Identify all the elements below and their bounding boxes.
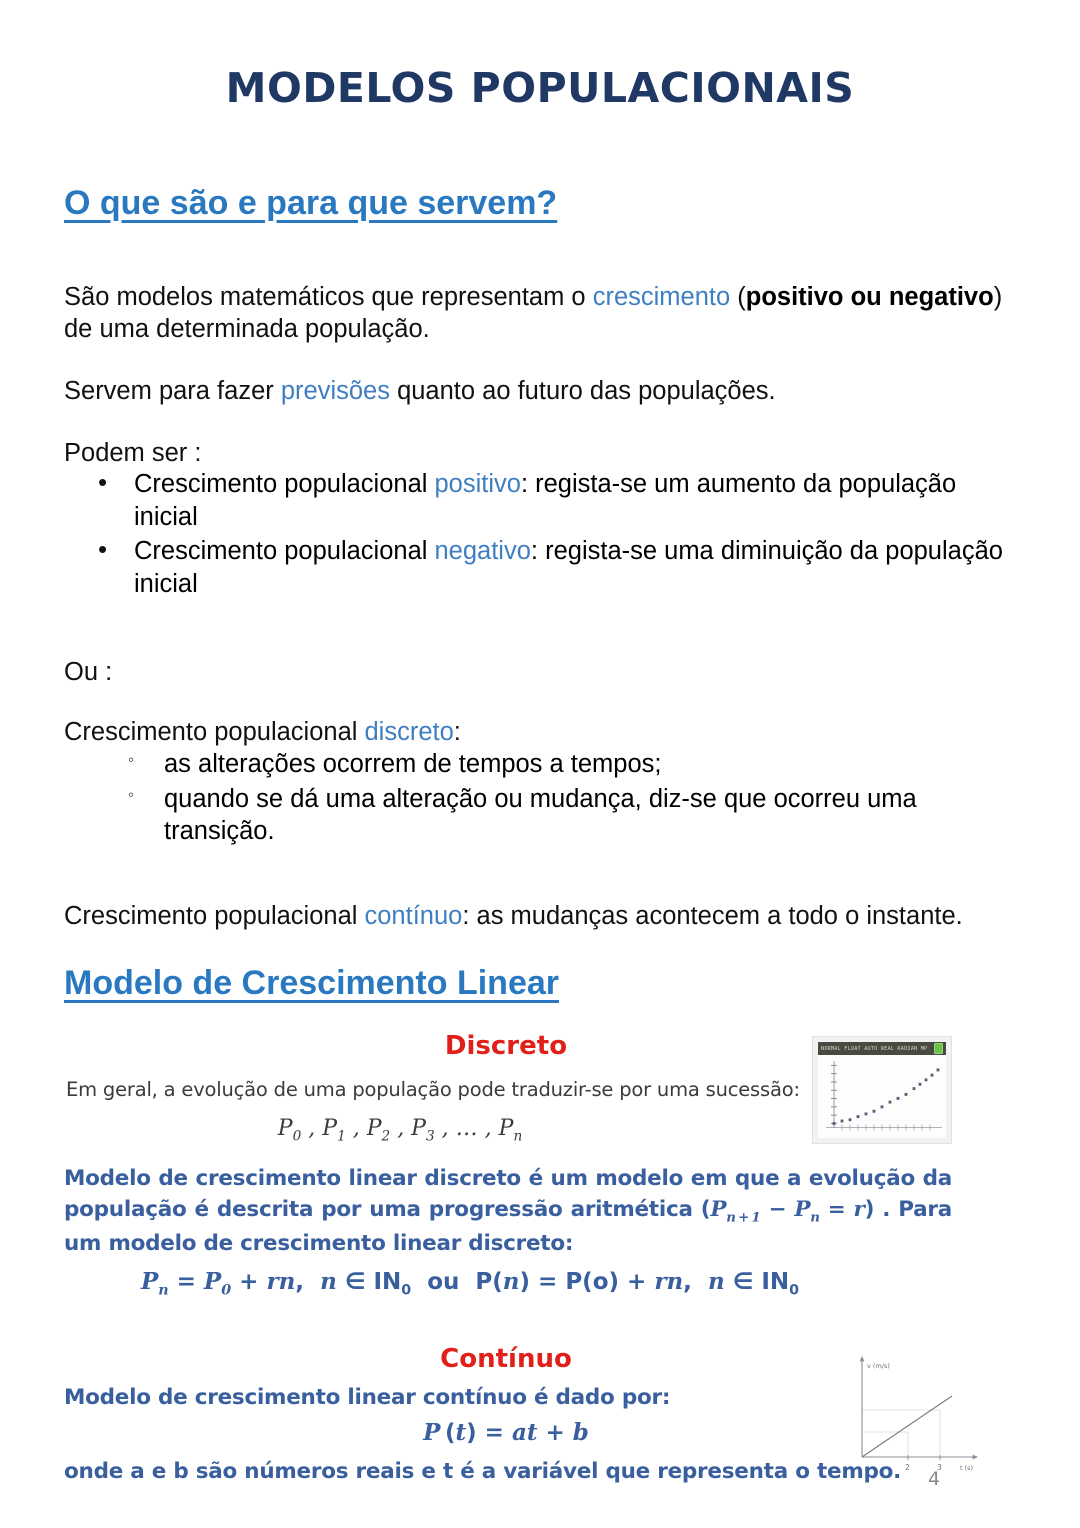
text-fragment: Crescimento populacional <box>134 537 435 566</box>
formula-text: n <box>320 1268 337 1295</box>
subheading-discreto: Discreto <box>444 1031 568 1061</box>
highlight-crescimento: crescimento <box>592 282 731 311</box>
x-axis-arrow <box>973 1455 978 1460</box>
paragraph-podem-ser: Podem ser : <box>64 438 202 467</box>
paragraph-crescimento-continuo <box>64 900 1004 933</box>
text-fragment: São modelos matemáticos que representam o <box>64 282 593 311</box>
paragraph-definicao <box>64 281 1004 346</box>
inline-formula: $P_{n + 1} - P_n = r$ <box>710 1197 865 1226</box>
calculator-screenshot <box>812 1036 952 1144</box>
text-fragment: : regista-se um aumento da população inicial <box>134 470 957 531</box>
formula-op: = <box>538 1269 558 1295</box>
formula-text: n <box>707 1268 725 1295</box>
highlight-discreto: discreto <box>364 717 454 746</box>
formula-sucessao <box>0 1116 800 1144</box>
text-fragment: : regista-se uma diminuição da população inicial <box>134 537 1003 598</box>
formula-modelo-discreto <box>0 1268 940 1299</box>
paragraph-ou: Ou : <box>64 657 113 686</box>
formula-text: (t) <box>440 1419 477 1446</box>
velocity-time-graph <box>848 1352 980 1474</box>
formula-text: P(o) <box>565 1269 620 1295</box>
formula-op: ou <box>427 1269 460 1295</box>
text-fragment: Crescimento populacional <box>64 901 365 930</box>
highlight-previsoes: previsões <box>280 376 390 405</box>
formula-text: at <box>511 1419 538 1446</box>
formula-text: P <box>423 1419 441 1446</box>
formula-text: $P_0$ , $P_1$ , $P_2$ , $P_3$ , … , $P_n$ <box>277 1116 523 1145</box>
theory-block-continuo <box>64 1382 964 1413</box>
formula-op: = <box>484 1420 504 1446</box>
list-item <box>90 535 1010 600</box>
x-tick-2: 2 <box>905 1463 910 1472</box>
line-graph-svg <box>848 1352 980 1474</box>
text-fragment: Crescimento populacional <box>64 717 365 746</box>
bold-positivo-negativo: positivo ou negativo <box>745 282 994 311</box>
formula-op: = <box>176 1269 196 1295</box>
scatter-plot-svg <box>818 1055 946 1138</box>
formula-op: , <box>295 1269 305 1295</box>
formula-op: ∈ $IN_0$ <box>344 1269 412 1299</box>
list-tipos-crescimento <box>90 468 1010 603</box>
formula-op: , <box>683 1269 692 1295</box>
formula-op: + <box>627 1269 647 1295</box>
theory-term: Modelo de crescimento linear contínuo <box>64 1385 527 1410</box>
formula-op: + <box>545 1420 565 1446</box>
formula-op: + <box>239 1269 259 1295</box>
paragraph-crescimento-discreto <box>64 716 1004 749</box>
text-fragment: ( <box>730 282 746 311</box>
calculator-status-bar <box>818 1042 946 1055</box>
battery-icon <box>934 1043 943 1054</box>
theory-block-discreto <box>64 1163 952 1259</box>
text-fragment: é dado por: <box>526 1385 671 1410</box>
highlight-continuo: contínuo <box>364 901 463 930</box>
list-item: ◦ as alterações ocorrem de tempos a tempos; <box>120 748 1010 781</box>
page-number: 4 <box>928 1468 941 1490</box>
subheading-continuo: Contínuo <box>440 1344 572 1374</box>
text-fragment: quanto ao futuro das populações. <box>389 376 776 405</box>
y-axis-arrow <box>860 1356 865 1361</box>
text-fragment: Crescimento populacional <box>134 470 435 498</box>
formula-text: rn <box>654 1268 684 1295</box>
formula-text: P(n) <box>475 1268 531 1295</box>
text-fragment: : as mudanças acontecem a todo o instante. <box>462 901 963 930</box>
list-item <box>90 468 1010 533</box>
section-heading-o-que-sao: O que são e para que servem? <box>64 184 558 222</box>
formula-op: ∈ $IN_0$ <box>732 1269 800 1299</box>
theory-term: Modelo de crescimento linear discreto <box>64 1166 521 1191</box>
calculator-scatter-plot <box>818 1055 946 1138</box>
x-tick-3: 3 <box>937 1463 942 1472</box>
formula-text: b <box>572 1419 589 1446</box>
y-axis-label: v (m/s) <box>867 1362 890 1370</box>
x-axis-label: t (s) <box>960 1464 974 1472</box>
theory-note-continuo: onde a e b são números reais e t é a variável que representa o tempo. <box>64 1459 902 1484</box>
page-title: MODELOS POPULACIONAIS <box>225 64 855 112</box>
highlight-positivo: positivo <box>434 470 521 498</box>
text-fragment: Servem para fazer <box>64 376 281 405</box>
paragraph-previsoes <box>64 375 1004 408</box>
text-fragment: : <box>453 717 461 746</box>
list-item: ◦ quando se dá uma alteração ou mudança, diz-se que ocorreu uma transição. <box>120 783 1010 848</box>
formula-text: rn <box>266 1268 296 1295</box>
section-heading-modelo-linear: Modelo de Crescimento Linear <box>64 964 559 1002</box>
data-line <box>862 1396 952 1457</box>
highlight-negativo: negativo <box>434 537 531 566</box>
text-fragment: ) . Para um modelo de crescimento linear discreto: <box>64 1197 953 1256</box>
status-bar-text: NORMAL FLOAT AUTO REAL RADIAN MP <box>821 1045 928 1052</box>
formula-text: $P_0$ <box>203 1268 232 1299</box>
text-intro-sucessao: Em geral, a evolução de uma população pode traduzir-se por uma sucessão: <box>66 1078 800 1101</box>
text-fragment: ) de uma determinada população. <box>64 282 1003 344</box>
list-caracteristicas-discreto <box>120 748 1010 850</box>
text-fragment: é um modelo em que a evolução da população é descrita por uma progressão aritmética ( <box>64 1166 952 1223</box>
calculator-screen <box>818 1042 946 1138</box>
formula-text: $P_n$ <box>140 1268 169 1299</box>
